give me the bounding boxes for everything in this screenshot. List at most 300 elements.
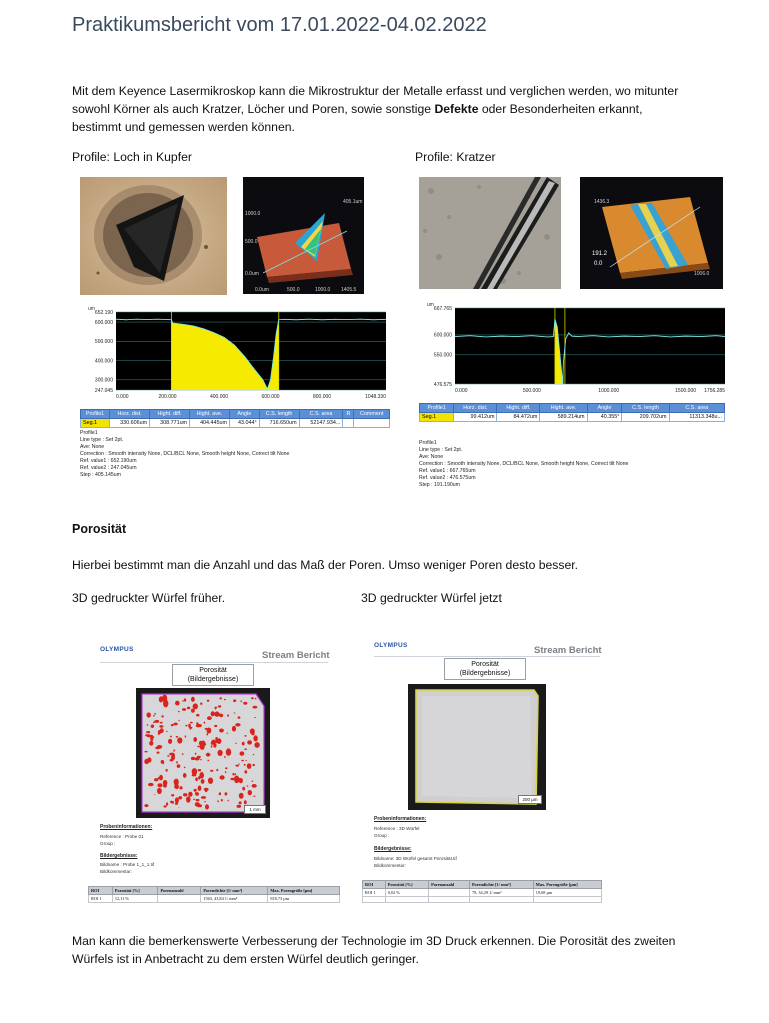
report-left-bild-name: Bildname : Probe 1_1_1.tif bbox=[100, 862, 155, 867]
pore-mark bbox=[210, 770, 213, 772]
report-left-probe-info bbox=[100, 834, 144, 847]
pore-mark bbox=[193, 703, 198, 709]
pore-mark bbox=[151, 725, 154, 728]
pore-mark bbox=[175, 797, 179, 803]
pore-mark bbox=[148, 783, 154, 786]
pore-mark bbox=[195, 792, 198, 794]
chart-hole-ytick-label: 400.000 bbox=[94, 358, 113, 365]
profile-chart-hole bbox=[80, 304, 400, 404]
pore-mark bbox=[244, 800, 247, 804]
pore-mark bbox=[253, 735, 257, 741]
report-right-title-box bbox=[444, 658, 526, 680]
3d-scratch-tick-y0: 1436.3 bbox=[594, 199, 610, 205]
profile-meta-scratch-line: Ref. value2 : 476.575um bbox=[419, 475, 476, 481]
3d-view-scratch bbox=[580, 177, 723, 289]
pore-mark bbox=[147, 712, 151, 717]
measurement-table-scratch-header-cell: Hight. diff. bbox=[497, 404, 540, 413]
pore-mark bbox=[205, 790, 207, 793]
report-cube-before bbox=[88, 636, 340, 906]
pore-mark bbox=[252, 764, 255, 766]
chart-scratch-ytick-label: 600.000 bbox=[433, 332, 452, 339]
pore-mark bbox=[171, 724, 174, 726]
profile-meta-hole-line: Line type : Set 2pt. bbox=[80, 437, 124, 443]
report-right-table-header bbox=[363, 881, 602, 889]
report-right-table-header-cell: Porosität [%] bbox=[385, 881, 428, 889]
pore-mark bbox=[228, 800, 229, 802]
pore-mark bbox=[183, 773, 187, 778]
pore-mark bbox=[188, 792, 192, 797]
pore-mark bbox=[189, 727, 193, 729]
measurement-table-hole bbox=[80, 409, 390, 428]
pore-mark bbox=[215, 740, 220, 743]
pore-mark bbox=[185, 735, 187, 737]
profile-meta-hole-line: Correction : Smooth intensity None, DCL/BCL None, Smooth height None, Correct tilt None bbox=[80, 451, 290, 457]
pore-mark bbox=[160, 728, 164, 733]
report-left-title-box bbox=[172, 664, 254, 686]
pore-mark bbox=[227, 733, 228, 734]
chart-scratch-xtick-label: 1500.000 bbox=[675, 388, 697, 394]
report-right-title: Porosität bbox=[471, 661, 499, 668]
measurement-table-hole-cell: 43.044° bbox=[230, 419, 260, 428]
pore-mark bbox=[176, 736, 179, 738]
pore-mark bbox=[184, 698, 186, 701]
pore-mark bbox=[160, 722, 163, 724]
pore-mark bbox=[169, 753, 175, 756]
report-right-bild-name: Bildname: 3D Würfel gesamt Porosität.tif bbox=[374, 856, 457, 861]
pore-mark bbox=[191, 697, 195, 702]
pore-mark bbox=[225, 767, 227, 769]
pore-mark bbox=[218, 705, 221, 707]
olympus-logo-left: OLYMPUS bbox=[100, 646, 134, 653]
pore-mark bbox=[207, 760, 209, 762]
3d-scratch-tick-y2: 0.0 bbox=[594, 261, 603, 267]
caption-profile-loch: Profile: Loch in Kupfer bbox=[72, 150, 192, 164]
pore-mark bbox=[147, 724, 149, 725]
caption-cube-now: 3D gedruckter Würfel jetzt bbox=[361, 591, 502, 605]
report-left-table-cell: ROI 1 bbox=[89, 895, 113, 903]
pore-mark bbox=[178, 796, 182, 799]
pore-mark bbox=[253, 754, 254, 755]
report-left-table-cell: 1563, 43,84 1/ mm² bbox=[201, 895, 268, 903]
chart-hole-xtick-label: 200.000 bbox=[158, 394, 177, 400]
pore-mark bbox=[247, 785, 249, 786]
measurement-table-hole-cell: 716.650um bbox=[259, 419, 299, 428]
pore-mark bbox=[206, 733, 208, 735]
profile-chart-hole-svg bbox=[80, 304, 400, 404]
pore-mark bbox=[237, 805, 242, 808]
micrograph-scratch bbox=[419, 177, 561, 289]
report-left-probe-heading: Probeninformationen: bbox=[100, 824, 153, 830]
measurement-table-scratch-header-cell: Angle bbox=[587, 404, 622, 413]
pore-mark bbox=[238, 716, 241, 718]
report-left-subtitle: (Bildergebnisse) bbox=[187, 676, 239, 683]
measurement-table-scratch-cell: 40.355° bbox=[587, 413, 622, 422]
pore-mark bbox=[230, 778, 234, 781]
measurement-table-hole-header-cell: Hight. ave. bbox=[190, 410, 230, 419]
pore-mark bbox=[173, 723, 177, 726]
report-left-divider bbox=[100, 662, 328, 663]
pore-mark bbox=[196, 714, 199, 717]
measurement-table-hole-header-cell: Profile1 bbox=[81, 410, 110, 419]
pore-mark bbox=[193, 737, 197, 742]
chart-hole-ytick-label: 652.190 bbox=[94, 309, 113, 316]
profile-meta-scratch-line: Ref. value1 : 667.765um bbox=[419, 468, 476, 474]
pore-mark bbox=[216, 769, 218, 772]
pore-mark bbox=[232, 773, 234, 776]
porosity-image-now bbox=[408, 684, 546, 810]
chart-hole-xtick-label: 800.000 bbox=[313, 394, 332, 400]
measurement-table-scratch-header-cell: Horz. dist. bbox=[454, 404, 497, 413]
chart-scratch-xtick-label: 1000.000 bbox=[598, 388, 620, 394]
pore-mark bbox=[192, 774, 197, 777]
measurement-table-scratch-header-cell: C.S. length bbox=[622, 404, 669, 413]
pore-mark bbox=[244, 735, 246, 737]
3d-scratch-tick-y1: 191.2 bbox=[592, 251, 608, 257]
pore-mark bbox=[247, 740, 252, 744]
pore-mark bbox=[159, 696, 163, 702]
pore-mark bbox=[220, 697, 222, 699]
profile-meta-hole-line: Step : 405.145um bbox=[80, 472, 121, 478]
pore-mark bbox=[187, 707, 190, 710]
pore-mark bbox=[221, 799, 223, 802]
report-left-title: Porosität bbox=[199, 667, 227, 674]
pore-mark bbox=[155, 747, 160, 750]
pore-mark bbox=[235, 765, 239, 767]
pore-mark bbox=[171, 756, 175, 760]
pore-mark bbox=[201, 796, 206, 799]
pore-mark bbox=[242, 787, 245, 791]
caption-cube-before: 3D gedruckter Würfel früher. bbox=[72, 591, 226, 605]
pore-mark bbox=[183, 793, 187, 796]
pore-mark bbox=[197, 804, 202, 807]
pore-mark bbox=[200, 703, 202, 705]
pore-mark bbox=[157, 752, 160, 754]
profile-meta-scratch bbox=[419, 440, 739, 489]
pore-mark bbox=[244, 764, 246, 766]
pore-mark bbox=[226, 748, 231, 755]
pore-mark bbox=[238, 763, 239, 764]
pore-mark bbox=[214, 725, 217, 727]
measurement-table-hole-cell: Seg.1 bbox=[81, 419, 110, 428]
profile-meta-scratch-line: Correction : Smooth intensity None, DCL/BCL None, Smooth height None, Correct tilt None bbox=[419, 461, 629, 467]
pore-mark bbox=[234, 776, 239, 784]
3d-hole-tick-x2: 1000.0 bbox=[315, 287, 331, 293]
pore-mark bbox=[198, 776, 200, 780]
pore-mark bbox=[153, 722, 155, 724]
chart-scratch-unit: um bbox=[427, 302, 434, 308]
intro-text-a: Mit dem Keyence Lasermikroskop kann die Mikrostruktur der Metalle erfasst und verglichen werden, wo mitunter sowohl Körner als auch Kratzer, Löcher und Poren, sowie sonstige bbox=[72, 84, 679, 116]
pore-mark bbox=[173, 751, 174, 752]
pore-mark bbox=[201, 779, 205, 784]
measurement-table-hole-row bbox=[81, 419, 390, 428]
3d-hole-tick-x0: 0.0um bbox=[255, 287, 269, 293]
pore-mark bbox=[177, 764, 181, 768]
pore-mark bbox=[254, 717, 256, 718]
page-title: Praktikumsbericht vom 17.01.2022-04.02.2022 bbox=[72, 14, 487, 36]
measurement-table-scratch-row bbox=[420, 413, 725, 422]
measurement-table-hole-header-cell: C.S. length bbox=[259, 410, 299, 419]
pore-mark bbox=[239, 801, 242, 804]
report-right-table-header-cell: Porenanzahl bbox=[429, 881, 470, 889]
caption-profile-kratzer: Profile: Kratzer bbox=[415, 150, 496, 164]
report-left-bild-comment: Bildkommentar: bbox=[100, 868, 132, 874]
pore-mark bbox=[214, 740, 216, 741]
pore-mark bbox=[204, 801, 206, 802]
report-left-probe-ref: Reference : Probe 01 bbox=[100, 834, 144, 839]
pore-mark bbox=[207, 728, 212, 734]
measurement-table-scratch-header bbox=[420, 404, 725, 413]
pore-mark bbox=[193, 704, 195, 706]
report-right-probe-ref: Reference : 3D Würfel bbox=[374, 826, 420, 831]
measurement-table-hole-cell bbox=[343, 419, 354, 428]
chart-hole-xtick-label: 0.000 bbox=[116, 394, 129, 400]
intro-paragraph bbox=[72, 82, 682, 136]
pore-mark bbox=[253, 706, 258, 709]
profile-meta-hole-line: Ave: None bbox=[80, 444, 105, 450]
pore-mark bbox=[144, 751, 147, 753]
chart-scratch-xtick-label: 0.000 bbox=[455, 388, 468, 394]
pore-mark bbox=[182, 753, 184, 755]
profile-meta-hole-line: Ref. value2 : 247.045um bbox=[80, 465, 137, 471]
chart-scratch-plot-area bbox=[455, 308, 725, 384]
chart-scratch-ytick-label: 476.575 bbox=[433, 381, 452, 388]
pore-mark bbox=[213, 743, 216, 747]
measurement-table-scratch-header-cell: Profile1 bbox=[420, 404, 454, 413]
pore-mark bbox=[224, 699, 226, 700]
pore-mark bbox=[174, 784, 179, 789]
pore-mark bbox=[217, 800, 219, 802]
report-left-table bbox=[88, 886, 340, 903]
report-left-table-header bbox=[89, 887, 340, 895]
report-right-header: Stream Bericht bbox=[534, 645, 602, 656]
measurement-table-hole-cell: 330.606um bbox=[110, 419, 150, 428]
measurement-table-scratch-cell: 589.214um bbox=[540, 413, 587, 422]
pore-mark bbox=[211, 711, 215, 716]
measurement-table-hole-header-cell: R bbox=[343, 410, 354, 419]
scalebar-left: 1 mm bbox=[244, 805, 266, 814]
pore-mark bbox=[211, 745, 213, 747]
pore-mark bbox=[220, 775, 225, 779]
pore-mark bbox=[157, 788, 162, 794]
report-left-probe-group: Group : bbox=[100, 840, 116, 846]
report-left-bild-info bbox=[100, 862, 154, 875]
pore-mark bbox=[176, 761, 178, 763]
pore-mark bbox=[150, 735, 153, 739]
chart-hole-unit: um bbox=[88, 306, 95, 312]
pore-mark bbox=[188, 724, 191, 728]
pore-mark bbox=[235, 723, 240, 726]
pore-mark bbox=[167, 755, 170, 756]
pore-mark bbox=[179, 720, 180, 721]
profile-chart-scratch-svg bbox=[419, 300, 739, 398]
pore-mark bbox=[215, 708, 217, 709]
pore-mark bbox=[168, 739, 172, 744]
heading-porositaet: Porosität bbox=[72, 522, 127, 536]
pore-mark bbox=[208, 778, 213, 784]
measurement-table-scratch-cell: 11313.348u... bbox=[669, 413, 724, 422]
pore-mark bbox=[178, 808, 179, 809]
report-cube-now bbox=[362, 636, 612, 916]
pore-mark bbox=[185, 725, 187, 727]
pore-mark bbox=[191, 709, 195, 713]
micrograph-hole-copper bbox=[80, 177, 227, 295]
pore-mark bbox=[219, 698, 220, 699]
pore-mark bbox=[171, 794, 174, 796]
profile-meta-scratch-line: Step : 191.190um bbox=[419, 482, 460, 488]
pore-mark bbox=[179, 786, 182, 789]
measurement-table-hole-header-cell: Angle bbox=[230, 410, 260, 419]
pore-mark bbox=[196, 722, 198, 724]
report-right-table-header-cell: Porendichte [1/ mm²] bbox=[469, 881, 533, 889]
profile-meta-scratch-line: Ave: None bbox=[419, 454, 444, 460]
chart-scratch-xtick-label: 1756.285 bbox=[704, 388, 725, 394]
pore-mark bbox=[157, 783, 162, 787]
pore-mark bbox=[144, 759, 149, 764]
pore-mark bbox=[245, 760, 247, 761]
porositaet-text: Hierbei bestimmt man die Anzahl und das Maß der Poren. Umso weniger Poren desto besser. bbox=[72, 558, 579, 572]
pore-mark bbox=[146, 731, 150, 733]
pore-mark bbox=[166, 802, 168, 805]
chart-hole-xtick-label: 400.000 bbox=[209, 394, 229, 400]
measurement-table-scratch-cell: 84.472um bbox=[497, 413, 540, 422]
pore-mark bbox=[163, 763, 165, 764]
report-left-bild-heading: Bildergebnisse: bbox=[100, 853, 138, 859]
conclusion-paragraph: Man kann die bemerkenswerte Verbesserung der Technologie im 3D Druck erkennen. Die Porosität des zweiten Würfels ist in Anbetracht zu dem ersten Würfel deutlich geringer. bbox=[72, 934, 676, 966]
pore-mark bbox=[218, 750, 223, 756]
report-right-table-cell: ROI 1 bbox=[363, 889, 386, 897]
report-left-table-header-cell: ROI bbox=[89, 887, 113, 895]
pore-mark bbox=[163, 780, 168, 785]
report-right-table-header-cell: ROI bbox=[363, 881, 386, 889]
3d-scratch-corner: 1006.0 bbox=[694, 271, 710, 277]
pore-mark bbox=[159, 725, 163, 728]
pore-mark bbox=[197, 756, 201, 758]
pore-mark bbox=[145, 734, 149, 736]
report-left-table-header-cell: Max. Porengröße [µm] bbox=[268, 887, 340, 895]
intro-text-b: oder Besonderheiten erkannt, bestimmt und gemessen werden können. bbox=[72, 102, 643, 134]
pore-mark bbox=[190, 722, 193, 724]
pore-mark bbox=[247, 763, 252, 769]
pore-mark bbox=[161, 760, 165, 764]
chart-hole-xtick-label: 1048.330 bbox=[365, 394, 386, 400]
report-right-table-cell: 0,02 % bbox=[385, 889, 428, 897]
report-right-table-cell bbox=[429, 889, 470, 897]
chart-hole-ytick-label: 600.000 bbox=[94, 319, 113, 326]
chart-scratch-ytick-label: 667.765 bbox=[433, 305, 452, 312]
pore-mark bbox=[195, 758, 196, 760]
pore-mark bbox=[215, 713, 216, 714]
report-right-table-cell: 79, 34,29 1/ mm² bbox=[469, 889, 533, 897]
pore-mark bbox=[224, 756, 226, 758]
pore-mark bbox=[243, 702, 247, 705]
pore-mark bbox=[182, 700, 183, 702]
pore-mark bbox=[225, 771, 226, 773]
pore-mark bbox=[250, 728, 255, 734]
pore-mark bbox=[252, 784, 257, 788]
pore-mark bbox=[159, 775, 163, 781]
measurement-table-hole-header bbox=[81, 410, 390, 419]
pore-mark bbox=[195, 753, 197, 755]
measurement-table-hole-header-cell: Comment bbox=[354, 410, 390, 419]
pore-mark bbox=[244, 770, 247, 773]
pore-mark bbox=[186, 796, 191, 802]
report-right-table bbox=[362, 880, 602, 903]
pore-mark bbox=[195, 777, 198, 781]
report-right-bild-info bbox=[374, 856, 457, 869]
pore-mark bbox=[154, 720, 159, 723]
profile-meta-hole-line: Profile1 bbox=[80, 430, 98, 436]
report-right-table-row bbox=[363, 889, 602, 897]
pore-mark bbox=[248, 790, 252, 795]
measurement-table-hole-header-cell: Hight. diff. bbox=[150, 410, 190, 419]
pore-mark bbox=[255, 698, 257, 700]
pore-mark bbox=[232, 726, 236, 732]
pore-mark bbox=[199, 741, 202, 746]
report-right-table-cell: 19,68 µm bbox=[533, 889, 601, 897]
pore-mark bbox=[234, 773, 236, 775]
chart-hole-ytick-label: 300.000 bbox=[94, 377, 113, 384]
chart-scratch-ytick-label: 550.000 bbox=[433, 352, 452, 359]
3d-hole-tick-x3: 1405.5 bbox=[341, 287, 357, 293]
pore-mark bbox=[170, 736, 172, 738]
pore-mark bbox=[198, 786, 202, 791]
measurement-table-scratch-header-cell: Hight. ave. bbox=[540, 404, 587, 413]
pore-mark bbox=[144, 804, 148, 807]
pore-mark bbox=[175, 701, 180, 706]
pore-mark bbox=[233, 699, 236, 702]
scalebar-right: 200 µm bbox=[518, 795, 542, 804]
pore-mark bbox=[214, 707, 217, 709]
pore-mark bbox=[153, 715, 155, 717]
3d-view-hole bbox=[243, 177, 364, 294]
intro-bold-defekte: Defekte bbox=[434, 102, 479, 116]
measurement-table-scratch-cell: 99.412um bbox=[454, 413, 497, 422]
pore-mark bbox=[200, 759, 202, 760]
pore-mark bbox=[196, 724, 201, 728]
pore-mark bbox=[235, 743, 237, 744]
report-right-divider bbox=[374, 656, 600, 657]
report-left-table-header-cell: Porendichte [1/ mm²] bbox=[201, 887, 268, 895]
pore-mark bbox=[234, 713, 236, 714]
report-left-table-header-cell: Porenanzahl bbox=[158, 887, 201, 895]
pore-mark bbox=[177, 737, 182, 743]
pore-mark bbox=[244, 748, 247, 750]
pore-mark bbox=[240, 751, 245, 755]
pore-mark bbox=[194, 789, 197, 792]
pore-mark bbox=[225, 792, 228, 795]
3d-hole-tick-x1: 500.0 bbox=[287, 287, 300, 293]
pore-mark bbox=[207, 700, 210, 702]
report-right-probe-info bbox=[374, 826, 419, 839]
measurement-table-hole-cell: 52147.934... bbox=[299, 419, 343, 428]
report-left-table-cell: 12,11 % bbox=[112, 895, 158, 903]
profile-meta-hole bbox=[80, 430, 400, 479]
pore-mark bbox=[215, 737, 218, 741]
3d-hole-corner: 405.1um bbox=[343, 199, 363, 205]
pore-mark bbox=[154, 713, 156, 715]
pore-mark bbox=[170, 801, 173, 804]
pore-mark bbox=[154, 778, 158, 781]
pore-mark bbox=[175, 803, 178, 805]
pore-mark bbox=[178, 711, 180, 712]
measurement-table-hole-header-cell: C.S. area bbox=[299, 410, 343, 419]
pore-mark bbox=[253, 796, 255, 797]
chart-scratch-xtick-label: 500.000 bbox=[522, 388, 541, 394]
report-left-table-row bbox=[89, 895, 340, 903]
pore-mark bbox=[196, 799, 200, 801]
pore-mark bbox=[227, 714, 229, 716]
report-right-probe-heading: Probeninformationen: bbox=[374, 816, 427, 822]
